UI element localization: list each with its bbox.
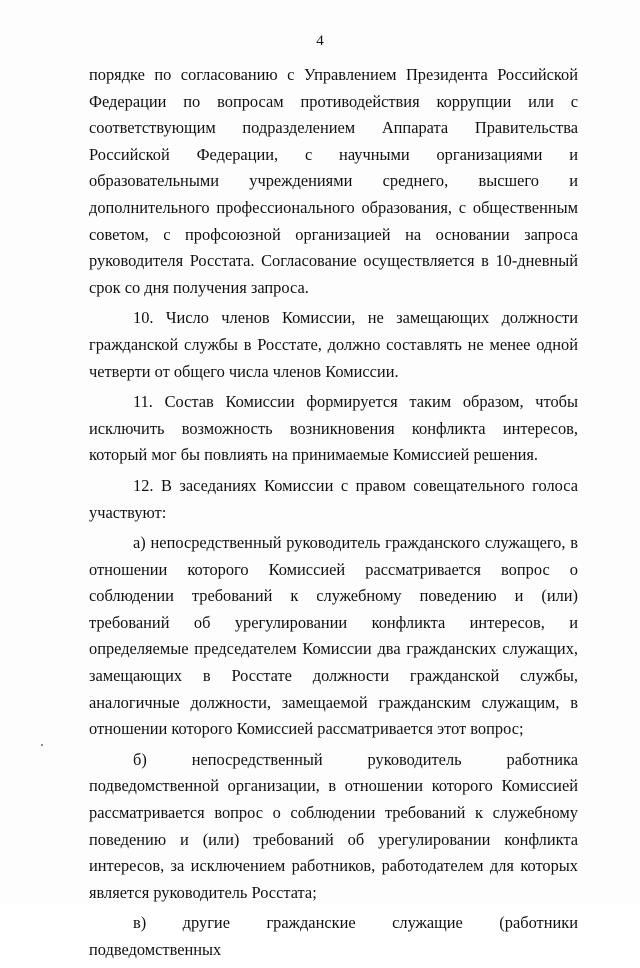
page-number: 4 (316, 33, 324, 49)
paragraph-item-12: 12. В заседаниях Комиссии с правом совещательного голоса участвуют: (89, 475, 578, 522)
scan-speck (41, 744, 43, 746)
document-body (89, 62, 578, 968)
paragraph-subitem-v: в) другие гражданские служащие (работники подведомственных (89, 913, 578, 959)
paragraph-subitem-a: а) непосредственный руководитель гражданского служащего, в отношении которого Комиссией рассматривается вопрос о соблюдении требований к служебному поведению и (или) требований об урегулировании конфликта интересов, и определяемые председателем Комиссии два гражданских служащих, замещающих в Росстате должности гражданской службы, аналогичные должности, замещаемой гражданским служащим, в отношении которого Комиссией рассматривается этот вопрос; (89, 533, 578, 739)
paragraph-continuation: порядке по согласованию с Управлением Президента Российской Федерации по вопросам противодействия коррупции или с соответствующим подразделением Аппарата Правительства Российской Федерации, с научными организациями и образовательными учреждениями среднего, высшего и дополнительного профессионального образования, с общественным советом, с профсоюзной организацией на основании запроса руководителя Росстата. Согласование осуществляется в 10-дневный срок со дня получения запроса. (89, 65, 578, 297)
paragraph-item-11: 11. Состав Комиссии формируется таким образом, чтобы исключить возможность возникновения конфликта интересов, который мог бы повлиять на принимаемые Комиссией решения. (89, 392, 578, 465)
paragraph-item-10: 10. Число членов Комиссии, не замещающих должности гражданской службы в Росстате, должно составлять не менее одной четверти от общего числа членов Комиссии. (89, 308, 578, 381)
paragraph-subitem-b: б) непосредственный руководитель работника подведомственной организации, в отношении которого Комиссией рассматривается вопрос о соблюдении требований к служебному поведению и (или) требований об урегулировании конфликта интересов, за исключением работников, работодателем для которых является руководитель Росстата; (89, 749, 578, 902)
